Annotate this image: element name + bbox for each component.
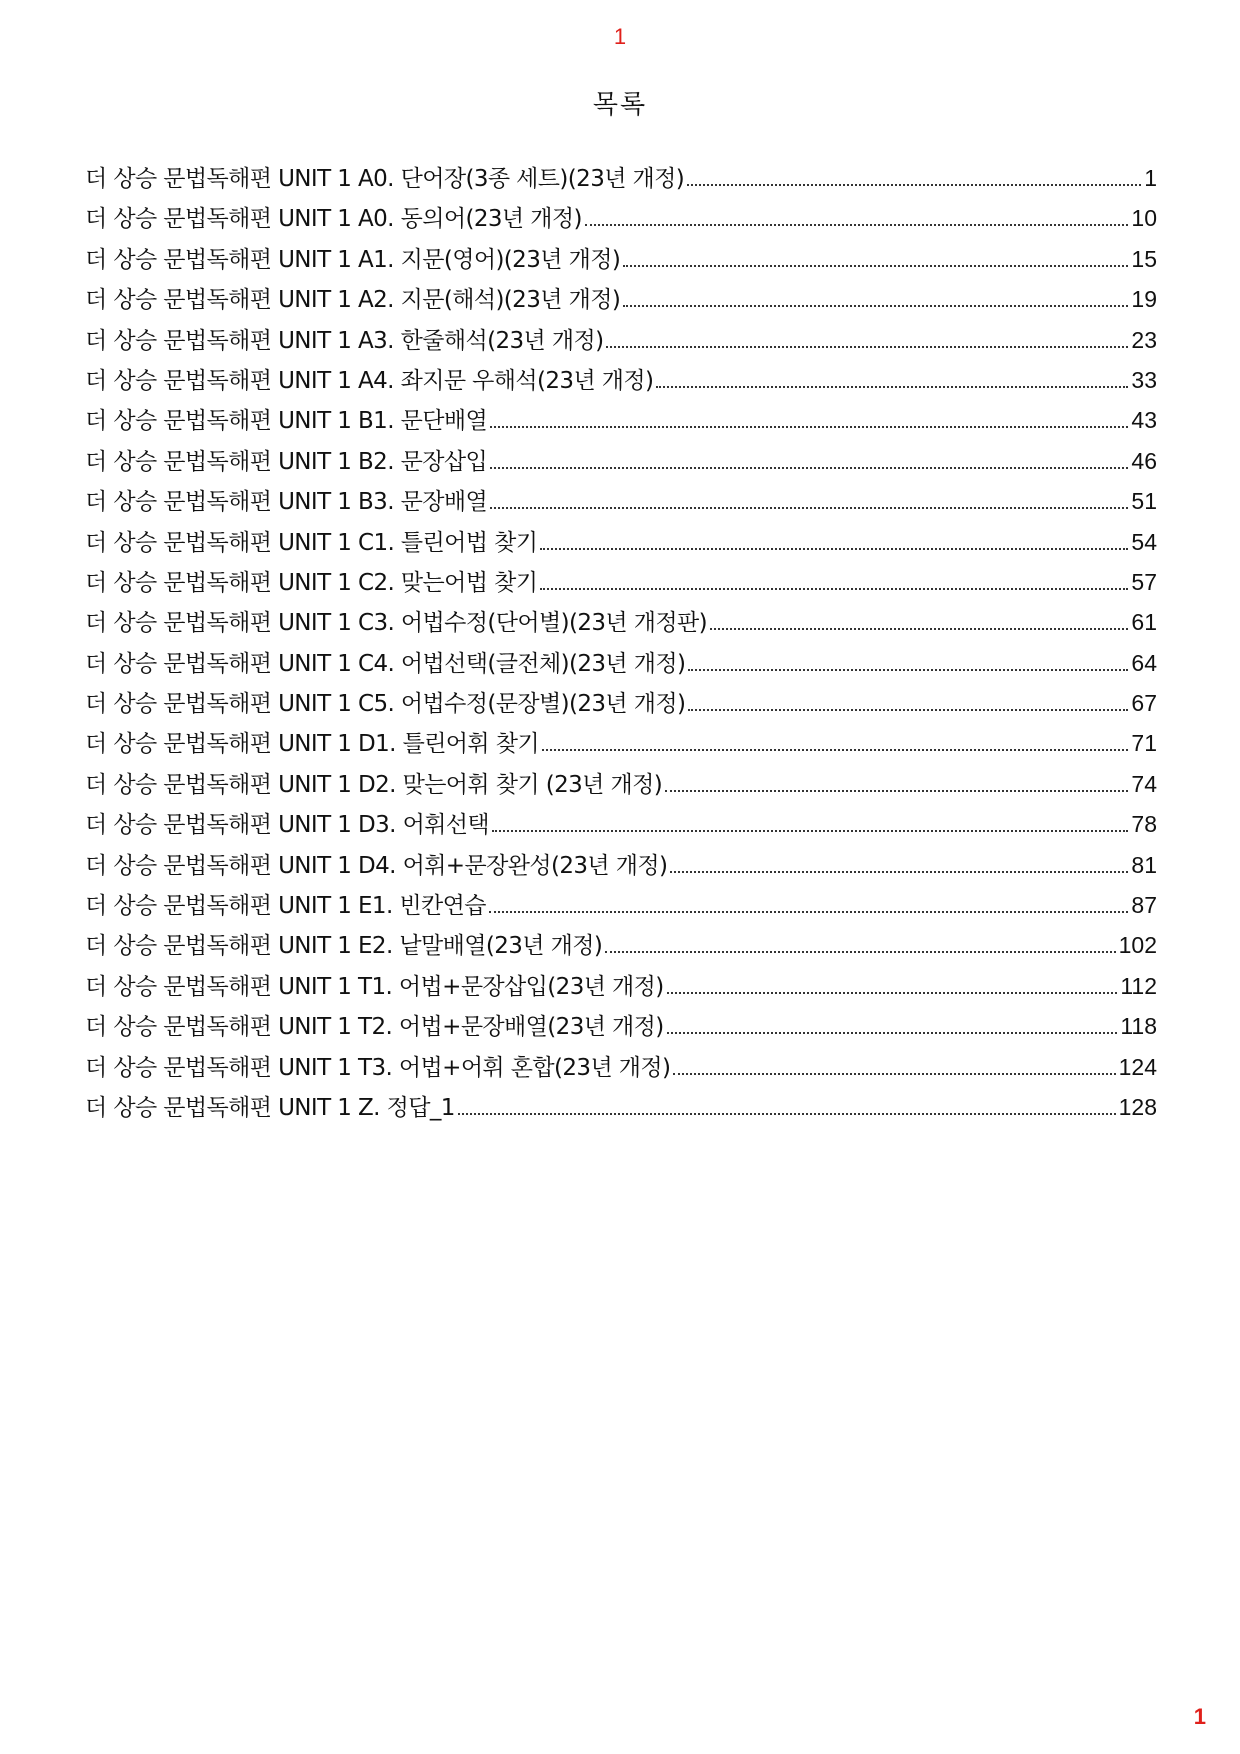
toc-dot-leader (667, 1032, 1118, 1034)
toc-entry-page-number: 54 (1131, 528, 1157, 555)
toc-entry-page-number: 102 (1118, 932, 1157, 959)
toc-entry[interactable] (85, 524, 1157, 564)
toc-entry-title: 더 상승 문법독해편 UNIT 1 A4. 좌지문 우해석(23년 개정) (85, 367, 654, 394)
toc-dot-leader (656, 386, 1128, 388)
toc-entry[interactable] (85, 1089, 1157, 1129)
toc-entry-title: 더 상승 문법독해편 UNIT 1 A1. 지문(영어)(23년 개정) (85, 246, 621, 273)
toc-entry[interactable] (85, 402, 1157, 442)
toc-entry-title: 더 상승 문법독해편 UNIT 1 T3. 어법+어휘 혼합(23년 개정) (85, 1054, 671, 1081)
toc-entry[interactable] (85, 645, 1157, 685)
toc-entry[interactable] (85, 604, 1157, 644)
toc-dot-leader (688, 669, 1128, 671)
footer-page-number: 1 (1193, 1704, 1206, 1729)
toc-entry[interactable] (85, 725, 1157, 765)
toc-entry-title: 더 상승 문법독해편 UNIT 1 A2. 지문(해석)(23년 개정) (85, 287, 621, 314)
toc-entry-title: 더 상승 문법독해편 UNIT 1 Z. 정답_1 (85, 1094, 455, 1121)
toc-entry-page-number: 112 (1120, 972, 1157, 999)
toc-dot-leader (623, 305, 1128, 307)
toc-entry[interactable] (85, 443, 1157, 483)
toc-entry[interactable] (85, 847, 1157, 887)
toc-entry-title: 더 상승 문법독해편 UNIT 1 C5. 어법수정(문장별)(23년 개정) (85, 691, 686, 718)
toc-entry-title: 더 상승 문법독해편 UNIT 1 B3. 문장배열 (85, 489, 488, 516)
toc-dot-leader (458, 1113, 1116, 1115)
toc-dot-leader (489, 911, 1129, 913)
toc-entry[interactable] (85, 281, 1157, 321)
toc-entry-title: 더 상승 문법독해편 UNIT 1 C1. 틀린어법 찾기 (85, 529, 538, 556)
toc-title: 목록 (592, 90, 648, 120)
toc-entry-title: 더 상승 문법독해편 UNIT 1 D4. 어휘+문장완성(23년 개정) (85, 852, 668, 879)
toc-entry-page-number: 51 (1131, 488, 1157, 515)
toc-dot-leader (490, 426, 1128, 428)
toc-dot-leader (710, 628, 1128, 630)
toc-dot-leader (623, 265, 1128, 267)
toc-list (85, 160, 1157, 1129)
toc-entry-page-number: 118 (1120, 1013, 1157, 1040)
toc-entry-page-number: 33 (1131, 366, 1157, 393)
toc-dot-leader (542, 749, 1128, 751)
toc-entry[interactable] (85, 200, 1157, 240)
toc-entry-title: 더 상승 문법독해편 UNIT 1 A0. 동의어(23년 개정) (85, 206, 582, 233)
toc-entry-page-number: 1 (1144, 165, 1157, 191)
toc-entry-page-number: 19 (1131, 286, 1157, 313)
toc-entry[interactable] (85, 766, 1157, 806)
toc-entry-page-number: 81 (1131, 851, 1157, 878)
toc-entry-title: 더 상승 문법독해편 UNIT 1 D2. 맞는어휘 찾기 (23년 개정) (85, 771, 663, 798)
header-page-number: 1 (613, 24, 627, 49)
toc-entry[interactable] (85, 322, 1157, 362)
toc-entry[interactable] (85, 564, 1157, 604)
toc-dot-leader (665, 790, 1128, 792)
toc-entry-page-number: 71 (1131, 730, 1157, 757)
toc-entry-title: 더 상승 문법독해편 UNIT 1 C3. 어법수정(단어별)(23년 개정판) (85, 610, 707, 637)
toc-dot-leader (687, 184, 1141, 186)
toc-entry-page-number: 23 (1131, 326, 1157, 353)
toc-entry[interactable] (85, 483, 1157, 523)
toc-dot-leader (540, 548, 1128, 550)
toc-entry[interactable] (85, 968, 1157, 1008)
toc-entry-page-number: 74 (1131, 770, 1157, 797)
toc-entry-title: 더 상승 문법독해편 UNIT 1 D3. 어휘선택 (85, 812, 490, 839)
toc-entry-page-number: 64 (1131, 649, 1157, 676)
toc-entry[interactable] (85, 241, 1157, 281)
toc-entry-page-number: 43 (1131, 407, 1157, 434)
toc-entry[interactable] (85, 887, 1157, 927)
toc-dot-leader (605, 951, 1115, 953)
toc-dot-leader (585, 224, 1129, 226)
toc-entry[interactable] (85, 1049, 1157, 1089)
toc-dot-leader (492, 830, 1128, 832)
toc-entry-title: 더 상승 문법독해편 UNIT 1 E1. 빈칸연습 (85, 893, 486, 920)
toc-entry-title: 더 상승 문법독해편 UNIT 1 T2. 어법+문장배열(23년 개정) (85, 1014, 664, 1041)
toc-entry[interactable] (85, 806, 1157, 846)
toc-entry-title: 더 상승 문법독해편 UNIT 1 T1. 어법+문장삽입(23년 개정) (85, 973, 664, 1000)
toc-dot-leader (688, 709, 1128, 711)
toc-entry-title: 더 상승 문법독해편 UNIT 1 C4. 어법선택(글전체)(23년 개정) (85, 650, 686, 677)
toc-dot-leader (667, 992, 1118, 994)
toc-entry-title: 더 상승 문법독해편 UNIT 1 E2. 낱말배열(23년 개정) (85, 933, 603, 960)
toc-entry-title: 더 상승 문법독해편 UNIT 1 B1. 문단배열 (85, 408, 488, 435)
toc-entry[interactable] (85, 362, 1157, 402)
toc-entry-page-number: 87 (1131, 892, 1157, 919)
toc-entry-page-number: 128 (1118, 1093, 1157, 1120)
toc-entry-page-number: 57 (1131, 568, 1157, 595)
toc-dot-leader (606, 346, 1128, 348)
toc-entry-page-number: 10 (1131, 205, 1157, 232)
toc-dot-leader (540, 588, 1128, 590)
toc-entry-title: 더 상승 문법독해편 UNIT 1 B2. 문장삽입 (85, 448, 488, 475)
toc-entry-title: 더 상승 문법독해편 UNIT 1 A0. 단어장(3종 세트)(23년 개정) (85, 166, 685, 192)
toc-dot-leader (670, 871, 1128, 873)
toc-entry-page-number: 46 (1131, 447, 1157, 474)
toc-entry-title: 더 상승 문법독해편 UNIT 1 C2. 맞는어법 찾기 (85, 569, 538, 596)
toc-dot-leader (490, 467, 1128, 469)
toc-entry[interactable] (85, 1008, 1157, 1048)
toc-entry[interactable] (85, 160, 1157, 200)
toc-dot-leader (490, 507, 1128, 509)
toc-entry-title: 더 상승 문법독해편 UNIT 1 A3. 한줄해석(23년 개정) (85, 327, 604, 354)
toc-entry[interactable] (85, 927, 1157, 967)
toc-entry-page-number: 67 (1131, 690, 1157, 717)
toc-entry[interactable] (85, 685, 1157, 725)
toc-entry-page-number: 78 (1131, 811, 1157, 838)
toc-entry-page-number: 124 (1118, 1053, 1157, 1080)
toc-entry-page-number: 61 (1131, 609, 1157, 636)
toc-dot-leader (673, 1073, 1115, 1075)
toc-entry-page-number: 15 (1131, 245, 1157, 272)
toc-entry-title: 더 상승 문법독해편 UNIT 1 D1. 틀린어휘 찾기 (85, 731, 539, 758)
